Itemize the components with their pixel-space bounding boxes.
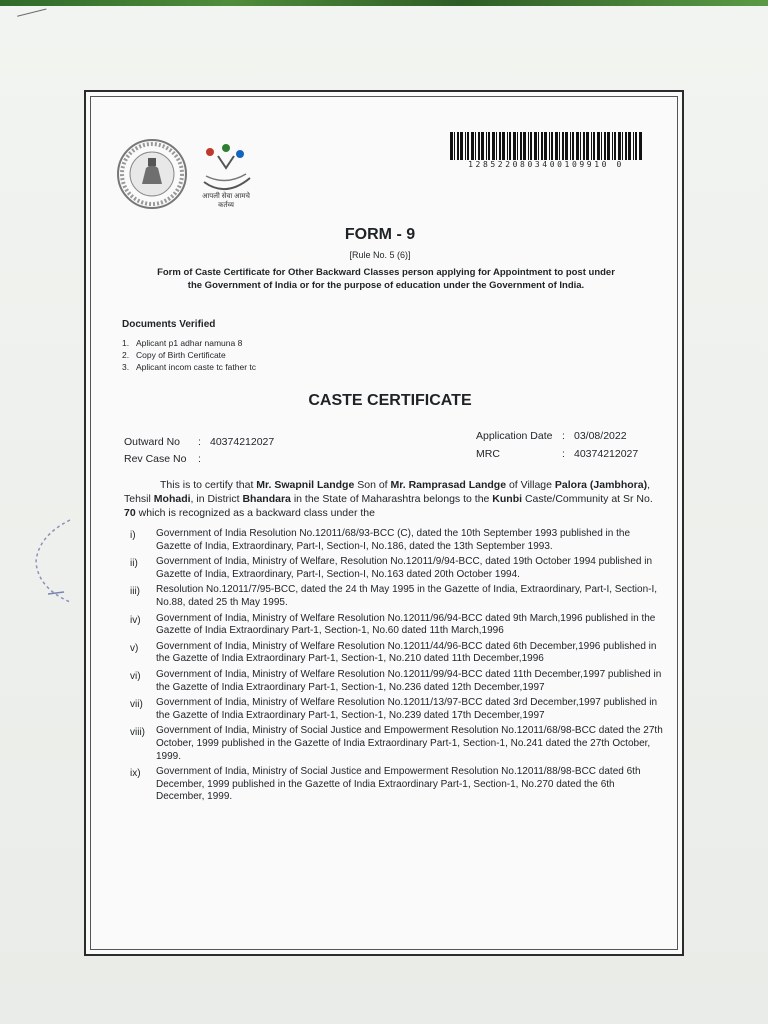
resolution-number: vii) <box>130 699 143 711</box>
caste-name: Kunbi <box>492 493 523 505</box>
resolution-number: viii) <box>130 727 145 739</box>
purpose-line-1: Form of Caste Certificate for Other Backward Classes person applying for Appointment to post under <box>157 267 615 278</box>
outward-label: Outward No <box>124 436 181 448</box>
resolution-number: i) <box>130 530 136 541</box>
tehsil-name: Mohadi <box>153 493 191 505</box>
separator: : <box>198 436 201 448</box>
resolution-text: Government of India, Ministry of Welfare, Resolution No.12011/9/94-BCC, dated 19th October 1994 published in Gazette of India, Extraordinary, Part-I, Section-I, No.163 dated 20th October 1994. <box>156 556 653 580</box>
resolution-item <box>124 697 664 722</box>
resolution-number: iii) <box>130 586 140 598</box>
applicant-name: Mr. Swapnil Landge <box>256 479 355 491</box>
rev-case-row <box>124 453 210 465</box>
resolution-number: iv) <box>130 614 141 626</box>
recognized-text: which is recognized as a backward class under the <box>138 507 375 519</box>
certificate-title: CASTE CERTIFICATE <box>308 392 472 409</box>
son-of-text: Son of <box>357 479 388 491</box>
village-label: of Village <box>508 479 552 491</box>
rev-case-label: Rev Case No <box>124 453 187 465</box>
documents-heading: Documents Verified <box>122 319 216 330</box>
documents-list <box>122 337 256 373</box>
district-name: Bhandara <box>242 493 291 505</box>
resolution-text: Government of India, Ministry of Social Justice and Empowerment Resolution No.12011/68/98-BCC dated the 27th October, 1999 published in the Gazette of India Extraordinary Part-1, Section-1, No.241 dated the 27th October, 1999. <box>156 725 663 762</box>
resolution-text: Resolution No.12011/7/95-BCC, dated the 24 th May 1995 in the Gazette of India, Extraordinary, Part-I, Section-I, No.88, dated 25 th May 1995. <box>156 584 658 608</box>
separator: : <box>562 430 565 442</box>
certification-paragraph <box>124 478 660 520</box>
resolution-number: ii) <box>130 558 138 570</box>
barcode-icon <box>450 132 642 160</box>
document-text: Aplicant p1 adhar namuna 8 <box>136 338 243 348</box>
document-item <box>122 337 256 349</box>
community-text: Caste/Community at Sr No. <box>524 493 653 505</box>
certificate-border <box>84 90 684 956</box>
separator: : <box>198 453 201 465</box>
application-date-label: Application Date <box>476 430 553 442</box>
separator: : <box>562 448 565 460</box>
resolution-item <box>124 556 664 581</box>
document-number: 1. <box>122 338 130 348</box>
resolution-number: vi) <box>130 670 141 682</box>
resolution-text: Government of India, Ministry of Welfare Resolution No.12011/44/96-BCC dated 6th December,1996 published in the Gazette of India Extraordinary Part-1, Section-1, No.210 dated 11th December,1996 <box>156 640 657 665</box>
resolution-list <box>124 528 664 807</box>
resolution-item <box>124 584 664 609</box>
application-date-row <box>476 430 627 442</box>
document-number: 2. <box>122 350 130 360</box>
application-date-value: 03/08/2022 <box>574 430 627 442</box>
faint-stamp-icon <box>30 516 74 606</box>
purpose-line-2: the Government of India or for the purpose of education under the Government of India. <box>187 280 585 291</box>
resolution-item <box>124 766 664 804</box>
resolution-item <box>124 669 664 694</box>
rule-reference: [Rule No. 5 (6)] <box>349 250 411 260</box>
resolution-text: Government of India, Ministry of Welfare Resolution No.12011/96/94-BCC dated 9th March,1996 published in the Gazette of India Extraordinary Part-1, Section-1, No.60 dated 11th March,1996 <box>156 612 656 637</box>
form-purpose <box>118 266 654 292</box>
government-seal-icon <box>116 138 188 210</box>
certificate-inner-border <box>90 96 678 950</box>
barcode-number: 1285220803400109910 0 <box>468 160 624 169</box>
resolution-number: v) <box>130 642 139 654</box>
seal-caption: आपली सेवा आमचे कर्तव्य <box>202 193 250 209</box>
document-number: 3. <box>122 362 130 372</box>
mrc-label: MRC <box>476 448 500 460</box>
intro-text: This is to certify that <box>160 479 254 491</box>
resolution-text: Government of India, Ministry of Welfare Resolution No.12011/99/94-BCC dated 11th December,1997 published in the Gazette of India Extraordinary Part-1, Section-1, No.236 dated 12th December,1997 <box>156 668 662 693</box>
resolution-item <box>124 641 664 666</box>
resolution-text: Government of India Resolution No.12011/68/93-BCC (C), dated the 10th September 1993 published in the Gazette of India, Extraordinary, Part-I, Section-I, No.186, dated the 13th September 1993. <box>156 528 630 552</box>
state-text: in the State of Maharashtra belongs to the <box>293 493 490 505</box>
resolution-text: Government of India, Ministry of Welfare Resolution No.12011/13/97-BCC dated 3rd December,1997 published in the Gazette of India Extraordinary Part-1, Section-1, No.239 dated 17th December,1997 <box>156 697 658 721</box>
district-label: , in District <box>190 493 240 505</box>
document-item <box>122 361 256 373</box>
tehsil-label: , Tehsil <box>124 479 651 505</box>
serial-number: 70 <box>124 507 136 519</box>
mrc-row <box>476 448 638 460</box>
document-item <box>122 349 256 361</box>
document-text: Copy of Birth Certificate <box>136 350 226 360</box>
resolution-item <box>124 613 664 638</box>
mrc-value: 40374212027 <box>574 448 639 460</box>
resolution-text: Government of India, Ministry of Social Justice and Empowerment Resolution No.12011/88/98-BCC dated 6th December, 1999 published in the Gazette of India Extraordinary Part-1, Section-1, No.270 dated the 6th December, 1999. <box>156 766 641 803</box>
outward-row <box>124 436 274 448</box>
resolution-number: ix) <box>130 768 141 780</box>
document-text: Aplicant incom caste tc father tc <box>136 362 256 372</box>
resolution-item <box>124 528 664 553</box>
outward-value: 40374212027 <box>210 436 275 448</box>
resolution-item <box>124 725 664 763</box>
form-title: FORM - 9 <box>344 226 416 243</box>
village-name: Palora (Jambhora) <box>554 479 648 491</box>
father-name: Mr. Ramprasad Landge <box>390 479 507 491</box>
